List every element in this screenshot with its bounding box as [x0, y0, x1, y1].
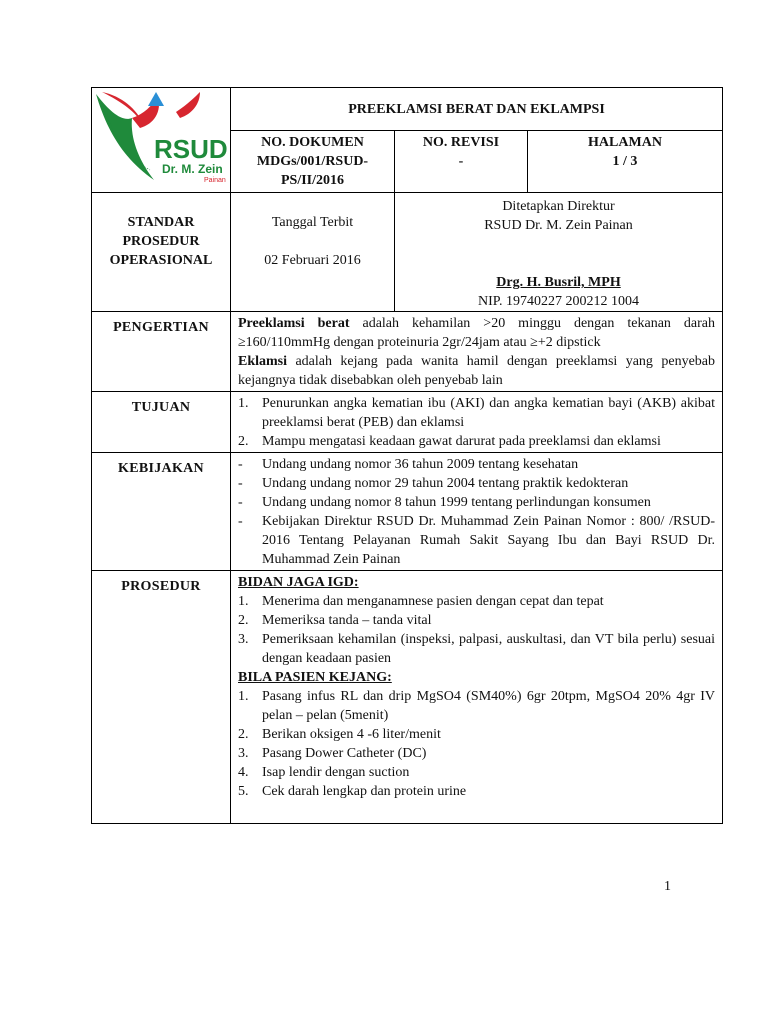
prosedur-step [238, 725, 715, 744]
page-label: HALAMAN [588, 135, 662, 150]
doc-number-cell [231, 131, 395, 193]
pengertian-text-2: adalah kejang pada wanita hamil dengan preeklamsi yang penyebab kejangnya tidak disebabkan oleh penyebab lain [238, 354, 715, 388]
prosedur-step [238, 744, 715, 763]
kebijakan-item-text: Undang undang nomor 36 tahun 2009 tentang kesehatan [262, 457, 579, 472]
page-value: 1 / 3 [612, 154, 638, 169]
approval-cell [395, 193, 723, 312]
kebijakan-content [231, 453, 723, 571]
approval-line-1: Ditetapkan Direktur [502, 199, 615, 214]
prosedur-step-text: Menerima dan menganamnese pasien dengan cepat dan tepat [262, 594, 604, 609]
tujuan-label: TUJUAN [92, 392, 231, 453]
tujuan-item-marker: 1. [238, 396, 249, 411]
prosedur-step-text: Berikan oksigen 4 -6 liter/menit [262, 727, 441, 742]
prosedur-step-marker: 1. [238, 594, 249, 609]
kebijakan-item-text: Undang undang nomor 8 tahun 1999 tentang perlindungan konsumen [262, 495, 651, 510]
doc-number-value-1: MDGs/001/RSUD- [256, 154, 369, 169]
page-number: 1 [664, 879, 671, 894]
prosedur-step [238, 592, 715, 611]
logo-text-sub: Dr. M. Zein [162, 162, 223, 176]
doc-number-value-2: PS/II/2016 [280, 173, 344, 188]
kebijakan-item [238, 493, 715, 512]
prosedur-step-text: Pasang infus RL dan drip MgSO4 (SM40%) 6gr 20tpm, MgSO4 20% 4gr IV pelan – pelan (5menit) [262, 689, 715, 723]
prosedur-label: PROSEDUR [92, 571, 231, 824]
prosedur-step [238, 611, 715, 630]
hospital-logo [92, 88, 230, 190]
prosedur-step [238, 687, 715, 725]
pengertian-paragraph-1 [238, 314, 715, 352]
prosedur-step-marker: 4. [238, 765, 249, 780]
tujuan-content [231, 392, 723, 453]
document-title: PREEKLAMSI BERAT DAN EKLAMPSI [231, 88, 723, 131]
prosedur-step-marker: 2. [238, 727, 249, 742]
logo-text-place: Painan [204, 177, 226, 184]
page-cell [528, 131, 723, 193]
tujuan-item [238, 394, 715, 432]
revision-label: NO. REVISI [422, 135, 500, 150]
issue-date-label: Tanggal Terbit [271, 215, 354, 230]
pengertian-text-1: adalah kehamilan >20 minggu dengan tekanan darah ≥160/110mmHg dengan proteinuria 2gr/24jam atau ≥+2 dipstick [238, 316, 715, 350]
prosedur-step-marker: 2. [238, 613, 249, 628]
kebijakan-item-marker: - [238, 514, 243, 529]
prosedur-step-marker: 1. [238, 689, 249, 704]
kebijakan-item-marker: - [238, 457, 243, 472]
prosedur-step [238, 630, 715, 668]
tujuan-item-text: Mampu mengatasi keadaan gawat darurat pada preeklamsi dan eklamsi [262, 434, 661, 449]
sop-label-cell [92, 193, 231, 312]
prosedur-step-text: Memeriksa tanda – tanda vital [262, 613, 432, 628]
sop-label-3: OPERASIONAL [109, 253, 213, 268]
prosedur-step [238, 782, 715, 801]
approval-line-2: RSUD Dr. M. Zein Painan [484, 218, 633, 233]
doc-number-label: NO. DOKUMEN [261, 135, 364, 150]
tujuan-list [238, 394, 715, 451]
issue-date-cell [231, 193, 395, 312]
kebijakan-label: KEBIJAKAN [92, 453, 231, 571]
kebijakan-item-text: Undang undang nomor 29 tahun 2004 tentang praktik kedokteran [262, 476, 629, 491]
revision-value: - [458, 154, 464, 169]
prosedur-step-marker: 3. [238, 632, 249, 647]
prosedur-step-marker: 5. [238, 784, 249, 799]
prosedur-step [238, 763, 715, 782]
prosedur-section-2: BILA PASIEN KEJANG: [238, 670, 392, 685]
director-name: Drg. H. Busril, MPH [496, 275, 621, 290]
kebijakan-item-text: Kebijakan Direktur RSUD Dr. Muhammad Zein Painan Nomor : 800/ /RSUD-2016 Tentang Pelayanan Rumah Sakit Sayang Ibu dan Bayi RSUD Dr. Muhammad Zein Painan [262, 514, 715, 567]
kebijakan-item [238, 512, 715, 569]
tujuan-item-text: Penurunkan angka kematian ibu (AKI) dan angka kematian bayi (AKB) akibat preeklamsi berat (PEB) dan eklamsi [262, 396, 715, 430]
prosedur-step-text: Cek darah lengkap dan protein urine [262, 784, 467, 799]
sop-label-1: STANDAR [127, 215, 195, 230]
logo-cell [92, 88, 231, 193]
kebijakan-item [238, 455, 715, 474]
tujuan-item-marker: 2. [238, 434, 249, 449]
prosedur-step-text: Pemeriksaan kehamilan (inspeksi, palpasi, auskultasi, dan VT bila perlu) sesuai dengan keadaan pasien [262, 632, 715, 666]
logo-text-main: RSUD [154, 134, 228, 164]
tujuan-item [238, 432, 715, 451]
sop-table [91, 87, 723, 824]
director-nip: NIP. 19740227 200212 1004 [477, 294, 639, 309]
prosedur-step-text: Isap lendir dengan suction [262, 765, 410, 780]
revision-cell [395, 131, 528, 193]
pengertian-content [231, 312, 723, 392]
kebijakan-item [238, 474, 715, 493]
issue-date-value: 02 Februari 2016 [264, 253, 361, 268]
pengertian-term-2: Eklamsi [238, 354, 288, 369]
prosedur-step-marker: 3. [238, 746, 249, 761]
prosedur-list-2 [238, 687, 715, 801]
pengertian-term-1: Preeklamsi berat [238, 316, 350, 331]
sop-label-2: PROSEDUR [122, 234, 200, 249]
prosedur-section-1: BIDAN JAGA IGD: [238, 575, 359, 590]
pengertian-paragraph-2 [238, 352, 715, 390]
kebijakan-list [238, 455, 715, 569]
prosedur-step-text: Pasang Dower Catheter (DC) [262, 746, 427, 761]
prosedur-content [231, 571, 723, 824]
pengertian-label: PENGERTIAN [92, 312, 231, 392]
kebijakan-item-marker: - [238, 495, 243, 510]
prosedur-list-1 [238, 592, 715, 668]
kebijakan-item-marker: - [238, 476, 243, 491]
